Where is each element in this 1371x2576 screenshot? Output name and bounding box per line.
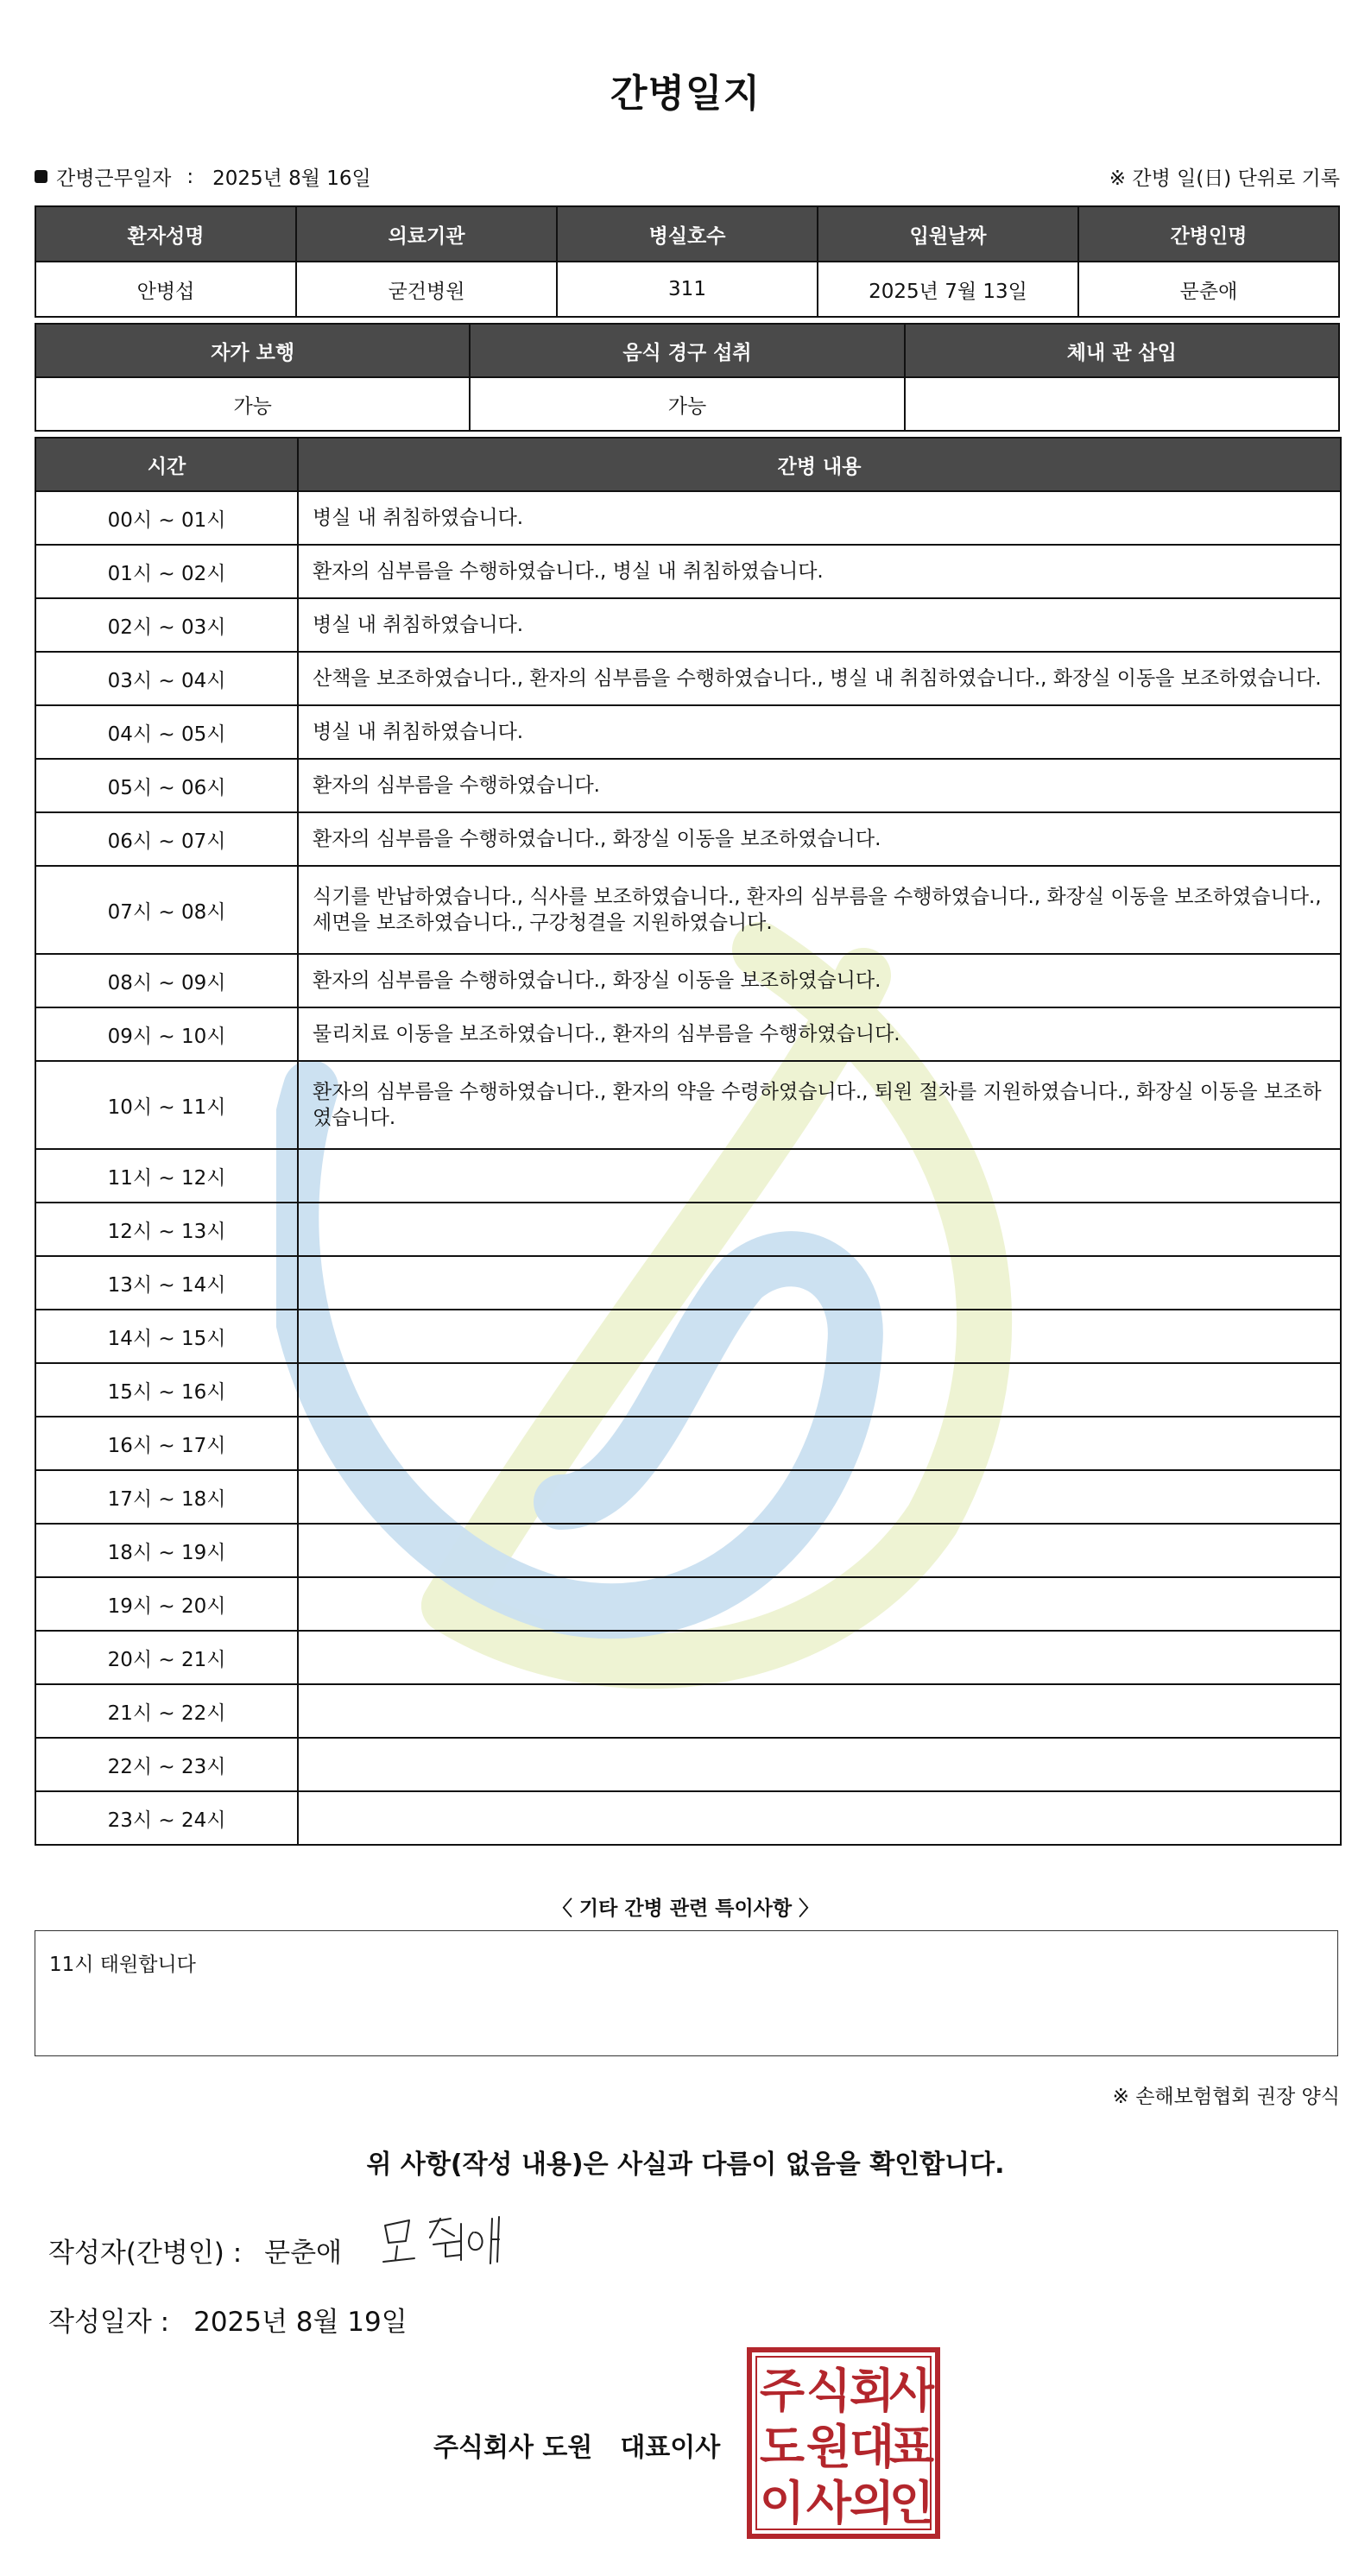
content-cell: 병실 내 취침하였습니다. [298, 598, 1341, 652]
table-row [35, 598, 1341, 652]
time-cell: 17시 ~ 18시 [35, 1470, 298, 1524]
table-row [35, 812, 1341, 866]
svg-text:대: 대 [849, 2420, 895, 2474]
notes-text: 11시 태원합니다 [49, 1954, 196, 1976]
svg-text:사: 사 [806, 2476, 852, 2530]
svg-text:회: 회 [849, 2364, 895, 2418]
work-date-value: 2025년 8월 16일 [212, 167, 371, 190]
header-oral-intake: 음식 경구 섭취 [470, 324, 904, 377]
content-cell: 환자의 심부름을 수행하였습니다., 환자의 약을 수령하였습니다., 퇴원 절차를 지원하였습니다., 화장실 이동을 보조하였습니다. [298, 1061, 1341, 1149]
room-number: 311 [557, 262, 818, 317]
table-row [35, 1363, 1341, 1417]
time-cell: 22시 ~ 23시 [35, 1738, 298, 1791]
square-bullet-icon [35, 170, 47, 183]
header-room-number: 병실호수 [557, 206, 818, 262]
header-admission-date: 입원날짜 [818, 206, 1078, 262]
time-cell: 13시 ~ 14시 [35, 1256, 298, 1310]
hospital-name: 굳건병원 [296, 262, 557, 317]
table-row [35, 1684, 1341, 1738]
table-row [35, 954, 1341, 1007]
time-cell: 11시 ~ 12시 [35, 1149, 298, 1203]
content-cell [298, 1363, 1341, 1417]
content-cell [298, 1524, 1341, 1577]
table-row [35, 1791, 1341, 1845]
page-title: 간병일지 [610, 72, 761, 116]
table-row [35, 1738, 1341, 1791]
table-row [35, 491, 1341, 545]
content-cell: 환자의 심부름을 수행하였습니다., 병실 내 취침하였습니다. [298, 545, 1341, 598]
write-date-label: 작성일자 : [48, 2307, 170, 2338]
notes-title: 〈 기타 간병 관련 특이사항 〉 [552, 1897, 819, 1920]
time-cell: 14시 ~ 15시 [35, 1310, 298, 1363]
time-cell: 15시 ~ 16시 [35, 1363, 298, 1417]
table-row [35, 1061, 1341, 1149]
header-tube-insertion: 체내 관 삽입 [905, 324, 1339, 377]
time-cell: 02시 ~ 03시 [35, 598, 298, 652]
tube-insertion-value [905, 377, 1339, 431]
time-cell: 18시 ~ 19시 [35, 1524, 298, 1577]
table-row [35, 1631, 1341, 1684]
content-cell [298, 1310, 1341, 1363]
write-date-value: 2025년 8월 19일 [193, 2307, 408, 2338]
svg-text:원: 원 [806, 2420, 852, 2474]
content-cell: 환자의 심부름을 수행하였습니다. [298, 759, 1341, 812]
company-role: 대표이사 [620, 2433, 721, 2463]
time-cell: 20시 ~ 21시 [35, 1631, 298, 1684]
time-cell: 00시 ~ 01시 [35, 491, 298, 545]
writer-label: 작성자(간병인) : [48, 2238, 243, 2269]
table-row [35, 1007, 1341, 1061]
header-caregiver-name: 간병인명 [1078, 206, 1339, 262]
time-cell: 08시 ~ 09시 [35, 954, 298, 1007]
table-row [35, 1577, 1341, 1631]
time-cell: 10시 ~ 11시 [35, 1061, 298, 1149]
svg-text:의: 의 [849, 2476, 895, 2530]
confirmation-statement: 위 사항(작성 내용)은 사실과 다름이 없음을 확인합니다. [366, 2150, 1005, 2180]
writer-name: 문춘애 [264, 2238, 343, 2269]
content-cell [298, 1417, 1341, 1470]
company-seal-stamp [746, 2346, 941, 2540]
content-cell: 병실 내 취침하였습니다. [298, 491, 1341, 545]
header-care-content: 간병 내용 [298, 438, 1341, 491]
content-cell: 병실 내 취침하였습니다. [298, 705, 1341, 759]
table-row [35, 1470, 1341, 1524]
company-name: 주식회사 도원 [433, 2433, 593, 2463]
time-cell: 03시 ~ 04시 [35, 652, 298, 705]
table-row [35, 705, 1341, 759]
work-date [35, 162, 371, 191]
time-cell: 23시 ~ 24시 [35, 1791, 298, 1845]
svg-text:주: 주 [759, 2364, 806, 2418]
work-date-separator: : [186, 165, 194, 188]
work-date-label: 간병근무일자 [56, 167, 172, 190]
svg-text:사: 사 [888, 2364, 935, 2418]
content-cell [298, 1577, 1341, 1631]
writer-line [48, 2231, 342, 2270]
content-cell: 식기를 반납하였습니다., 식사를 보조하였습니다., 환자의 심부름을 수행하였습니다., 화장실 이동을 보조하였습니다., 세면을 보조하였습니다., 구강청결을 지원하였습니다. [298, 866, 1341, 954]
table-row [35, 1417, 1341, 1470]
content-cell: 물리치료 이동을 보조하였습니다., 환자의 심부름을 수행하였습니다. [298, 1007, 1341, 1061]
time-cell: 01시 ~ 02시 [35, 545, 298, 598]
content-cell [298, 1631, 1341, 1684]
header-self-walking: 자가 보행 [35, 324, 470, 377]
caregiver-name: 문춘애 [1078, 262, 1339, 317]
header-time: 시간 [35, 438, 298, 491]
content-cell [298, 1256, 1341, 1310]
patient-status-table [35, 323, 1340, 432]
svg-text:표: 표 [888, 2420, 935, 2474]
time-cell: 07시 ~ 08시 [35, 866, 298, 954]
header-hospital: 의료기관 [296, 206, 557, 262]
content-cell [298, 1791, 1341, 1845]
content-cell: 환자의 심부름을 수행하였습니다., 화장실 이동을 보조하였습니다. [298, 812, 1341, 866]
notes-box [35, 1930, 1338, 2056]
time-cell: 05시 ~ 06시 [35, 759, 298, 812]
oral-intake-value: 가능 [470, 377, 904, 431]
self-walking-value: 가능 [35, 377, 470, 431]
time-cell: 16시 ~ 17시 [35, 1417, 298, 1470]
table-row [35, 1256, 1341, 1310]
table-row [35, 1310, 1341, 1363]
time-cell: 06시 ~ 07시 [35, 812, 298, 866]
admission-date: 2025년 7월 13일 [818, 262, 1078, 317]
time-cell: 21시 ~ 22시 [35, 1684, 298, 1738]
svg-text:인: 인 [888, 2476, 935, 2530]
content-cell [298, 1684, 1341, 1738]
table-row [35, 652, 1341, 705]
svg-text:이: 이 [759, 2476, 806, 2530]
table-row [35, 1203, 1341, 1256]
table-row [35, 1524, 1341, 1577]
time-cell: 12시 ~ 13시 [35, 1203, 298, 1256]
table-row [35, 866, 1341, 954]
time-cell: 19시 ~ 20시 [35, 1577, 298, 1631]
unit-note: ※ 간병 일(日) 단위로 기록 [1109, 167, 1340, 190]
form-footnote: ※ 손해보험협회 권장 양식 [1112, 2086, 1340, 2108]
table-row [35, 545, 1341, 598]
content-cell: 환자의 심부름을 수행하였습니다., 화장실 이동을 보조하였습니다. [298, 954, 1341, 1007]
table-row [35, 1149, 1341, 1203]
content-cell [298, 1203, 1341, 1256]
write-date-line [48, 2300, 408, 2339]
company-line [433, 2426, 720, 2464]
header-patient-name: 환자성명 [35, 206, 296, 262]
care-log-table [35, 437, 1342, 1846]
patient-name: 안병섭 [35, 262, 296, 317]
content-cell [298, 1738, 1341, 1791]
time-cell: 04시 ~ 05시 [35, 705, 298, 759]
patient-info-table [35, 205, 1340, 318]
content-cell [298, 1470, 1341, 1524]
handwritten-signature [376, 2207, 523, 2281]
time-cell: 09시 ~ 10시 [35, 1007, 298, 1061]
svg-text:식: 식 [806, 2364, 852, 2418]
content-cell [298, 1149, 1341, 1203]
svg-text:도: 도 [759, 2420, 806, 2474]
table-row [35, 759, 1341, 812]
content-cell: 산책을 보조하였습니다., 환자의 심부름을 수행하였습니다., 병실 내 취침하였습니다., 화장실 이동을 보조하였습니다. [298, 652, 1341, 705]
